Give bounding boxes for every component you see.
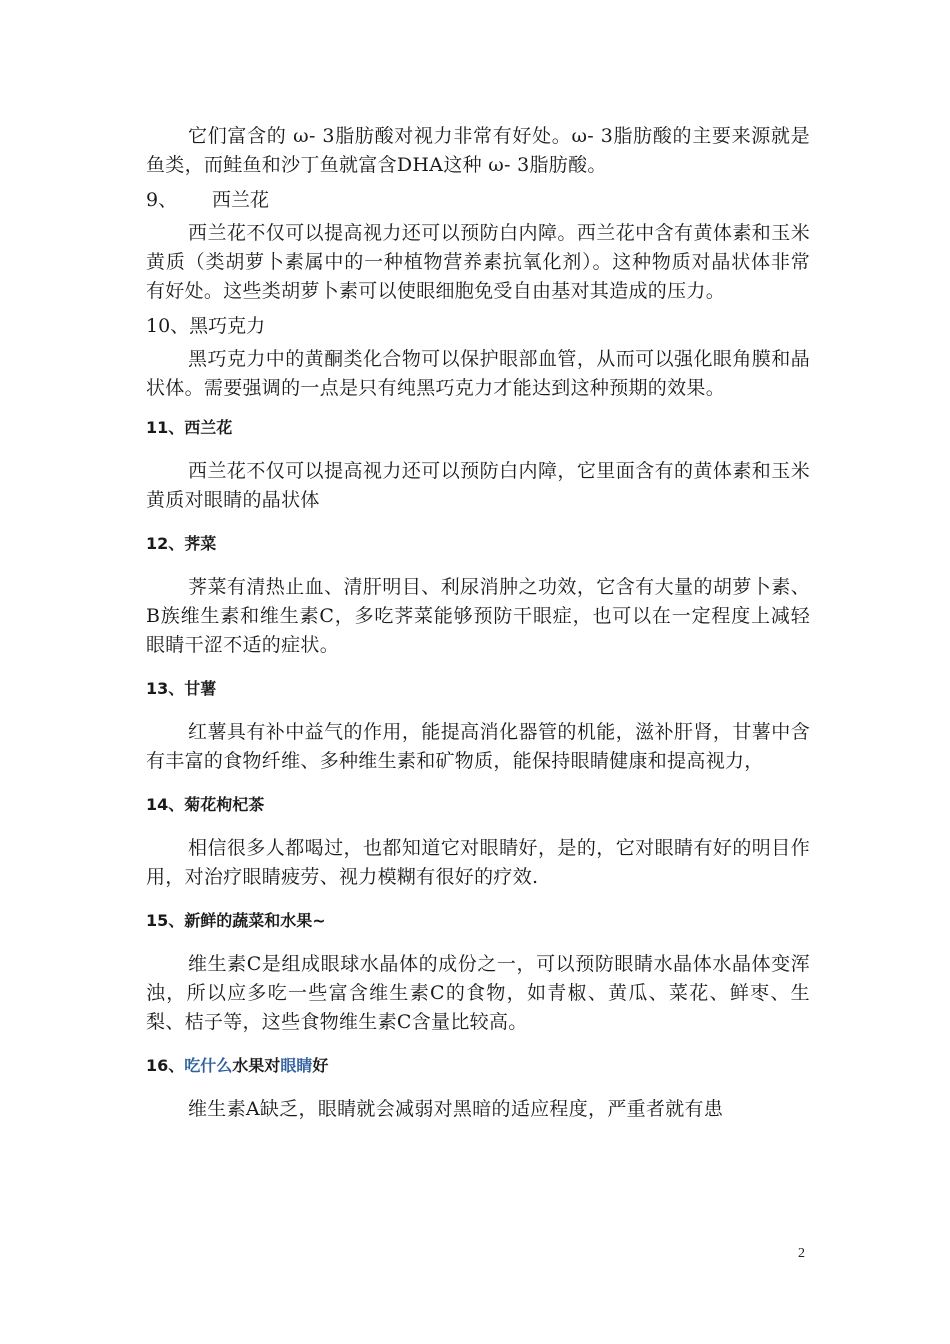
paragraph-broccoli-2: 西兰花不仅可以提高视力还可以预防白内障，它里面含有的黄体素和玉米黄质对眼睛的晶状体 [146,460,810,511]
paragraph-shepherds-purse: 荠菜有清热止血、清肝明目、利尿消肿之功效，它含有大量的胡萝卜素、B族维生素和维生素C，多吃荠菜能够预防干眼症，也可以在一定程度上减轻眼睛干涩不适的症状。 [146,576,810,656]
heading-16-number: 16、 [146,1056,185,1075]
paragraph-omega3: 它们富含的 ω- 3脂肪酸对视力非常有好处。ω- 3脂肪酸的主要来源就是鱼类，而鲑鱼和沙丁鱼就富含DHA这种 ω- 3脂肪酸。 [146,125,810,176]
paragraph-vegetables-fruits: 维生素C是组成眼球水晶体的成份之一，可以预防眼睛水晶体水晶体变浑浊，所以应多吃一些富含维生素C的食物，如青椒、黄瓜、菜花、鲜枣、生梨、桔子等，这些食物维生素C含量比较高。 [146,953,810,1033]
page-content [146,122,810,1124]
heading-10: 10、黑巧克力 [146,315,266,337]
paragraph-sweet-potato: 红薯具有补中益气的作用，能提高消化器管的机能，滋补肝肾，甘薯中含有丰富的食物纤维、多种维生素和矿物质，能保持眼睛健康和提高视力， [146,721,810,772]
heading-9-title: 西兰花 [212,189,270,211]
heading-13: 13、甘薯 [146,679,217,698]
paragraph-dark-chocolate: 黑巧克力中的黄酮类化合物可以保护眼部血管，从而可以强化眼角膜和晶状体。需要强调的一点是只有纯黑巧克力才能达到这种预期的效果。 [146,348,810,399]
heading-15: 15、新鲜的蔬菜和水果~ [146,911,326,930]
heading-16-end: 好 [312,1056,329,1075]
paragraph-vitamin-a: 维生素A缺乏，眼睛就会减弱对黑暗的适应程度，严重者就有患 [188,1098,724,1120]
page-number: 2 [798,1246,805,1261]
paragraph-broccoli: 西兰花不仅可以提高视力还可以预防白内障。西兰花中含有黄体素和玉米黄质（类胡萝卜素属中的一种植物营养素抗氧化剂）。这种物质对晶状体非常有好处。这些类胡萝卜素可以使眼细胞免受自由基对其造成的压力。 [146,222,810,302]
paragraph-chrysanthemum-tea: 相信很多人都喝过，也都知道它对眼睛好，是的，它对眼睛有好的明目作用，对治疗眼睛疲劳、视力模糊有很好的疗效. [146,837,810,888]
heading-16 [146,1053,810,1079]
heading-12: 12、荠菜 [146,534,217,553]
heading-11: 11、西兰花 [146,418,233,437]
heading-9 [146,186,810,215]
heading-16-mid: 水果对 [232,1056,281,1075]
heading-9-number: 9、 [146,189,178,211]
link-eyes[interactable]: 眼睛 [280,1056,313,1075]
link-what-to-eat[interactable]: 吃什么 [184,1056,233,1075]
heading-14: 14、菊花枸杞茶 [146,795,265,814]
